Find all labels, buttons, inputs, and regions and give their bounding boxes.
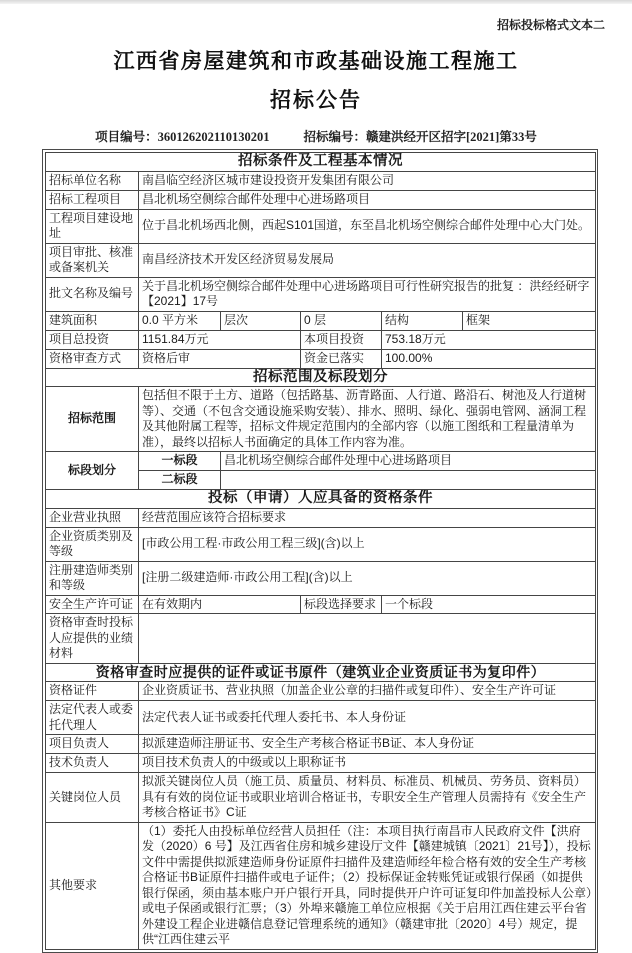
cell-label: 资格审查方式 xyxy=(46,349,139,368)
cell-label: 招标范围 xyxy=(46,387,139,452)
cell-value xyxy=(139,614,596,664)
cell-value: 南昌临空经济区城市建设投资开发集团有限公司 xyxy=(139,171,596,190)
cell-label: 法定代表人或委托代理人 xyxy=(46,701,139,735)
cell-value: 位于昌北机场西北侧，西起S101国道，东至昌北机场空侧综合邮件处理中心大门处。 xyxy=(139,209,596,243)
cell-label: 注册建造师类别和等级 xyxy=(46,561,139,595)
doc-title-line2: 招标公告 xyxy=(270,89,362,112)
row-legal-representative xyxy=(46,701,596,735)
tender-number-value: 赣建洪经开区招字[2021]第33号 xyxy=(366,130,537,144)
cell-label: 技术负责人 xyxy=(46,754,139,773)
cell-value: 企业资质证书、营业执照（加盖企业公章的扫描件或复印件）、安全生产许可证 xyxy=(139,682,596,701)
cell-value: [市政公用工程·市政公用工程三级](含)以上 xyxy=(139,527,596,561)
cell-value: 昌北机场空侧综合邮件处理中心进场路项目 xyxy=(139,190,596,209)
cell-label: 标段划分 xyxy=(46,452,139,490)
tender-table-wrapper xyxy=(42,149,598,953)
cell-label: 项目负责人 xyxy=(46,735,139,754)
cell-label: 层次 xyxy=(221,311,301,330)
cell-label: 工程项目建设地址 xyxy=(46,209,139,243)
section-header-1 xyxy=(46,153,596,172)
row-approval-doc xyxy=(46,277,596,311)
row-enterprise-qualification xyxy=(46,527,596,561)
row-building-area xyxy=(46,311,596,330)
section-header-4 xyxy=(46,663,596,682)
cell-value: 拟派建造师注册证书、安全生产考核合格证书B证、本人身份证 xyxy=(139,735,596,754)
section-title: 投标（申请）人应具备的资格条件 xyxy=(46,490,596,509)
cell-label: 资金已落实 xyxy=(301,349,382,368)
cell-value: 资格后审 xyxy=(139,349,301,368)
cell-sublabel: 一标段 xyxy=(139,452,221,471)
row-qualification-review xyxy=(46,349,596,368)
cell-value: 753.18万元 xyxy=(382,330,596,349)
document-numbers-line xyxy=(0,127,632,145)
cell-value: 框架 xyxy=(463,311,596,330)
row-tender-project xyxy=(46,190,596,209)
doc-title-line1: 江西省房屋建筑和市政基础设施工程施工 xyxy=(113,50,519,73)
cell-value: 包括但不限于土方、道路（包括路基、沥青路面、人行道、路沿石、树池及人行道树等）、交通（不包含交通设施采购安装）、排水、照明、绿化、强弱电管网、涵洞工程及其他附属工程等，招标文件规定范围内的全部内容（以施工图纸和工程量清单为准），最终以招标人书面确定的具体工作内容为准。 xyxy=(139,387,596,452)
cell-value: 拟派关键岗位人员（施工员、质量员、材料员、标准员、机械员、劳务员、资料员）具有有效的岗位证书或职业培训合格证书，专职安全生产管理人员需持有《安全生产考核合格证书》C证 xyxy=(139,773,596,823)
cell-label: 批文名称及编号 xyxy=(46,277,139,311)
cell-value: 一个标段 xyxy=(382,595,596,614)
row-bid-section-1 xyxy=(46,452,596,471)
cell-label: 其他要求 xyxy=(46,822,139,949)
tender-number-label: 招标编号： xyxy=(303,130,366,144)
section-title: 招标条件及工程基本情况 xyxy=(46,153,596,172)
cell-value: 法定代表人证书或委托代理人委托书、本人身份证 xyxy=(139,701,596,735)
cell-sublabel: 二标段 xyxy=(139,471,221,490)
cell-value: 南昌经济技术开发区经济贸易发展局 xyxy=(139,243,596,277)
cell-value: [注册二级建造师·市政公用工程](含)以上 xyxy=(139,561,596,595)
row-approval-org xyxy=(46,243,596,277)
row-technical-director xyxy=(46,754,596,773)
cell-label: 安全生产许可证 xyxy=(46,595,139,614)
cell-value: 1151.84万元 xyxy=(139,330,301,349)
project-number-label: 项目编号： xyxy=(95,130,158,144)
section-header-3 xyxy=(46,490,596,509)
cell-label: 本项目投资 xyxy=(301,330,382,349)
row-total-investment xyxy=(46,330,596,349)
cell-label: 项目审批、核准或备案机关 xyxy=(46,243,139,277)
section-title: 资格审查时应提供的证件或证书原件（建筑业企业资质证书为复印件） xyxy=(46,663,596,682)
cell-value: 0 层 xyxy=(301,311,382,330)
cell-label: 项目总投资 xyxy=(46,330,139,349)
cell-label: 建筑面积 xyxy=(46,311,139,330)
cell-label: 标段选择要求 xyxy=(301,595,382,614)
row-business-license xyxy=(46,508,596,527)
cell-value: 100.00% xyxy=(382,349,596,368)
tender-table xyxy=(45,152,596,950)
cell-label: 企业资质类别及等级 xyxy=(46,527,139,561)
row-project-address xyxy=(46,209,596,243)
row-qualification-certificates xyxy=(46,682,596,701)
cell-label: 结构 xyxy=(382,311,463,330)
cell-value: 昌北机场空侧综合邮件处理中心进场路项目 xyxy=(221,452,596,471)
cell-label: 企业营业执照 xyxy=(46,508,139,527)
section-header-2 xyxy=(46,368,596,387)
row-safety-license xyxy=(46,595,596,614)
row-tender-unit xyxy=(46,171,596,190)
cell-value xyxy=(221,471,596,490)
cell-value: 在有效期内 xyxy=(139,595,301,614)
cell-value: 关于昌北机场空侧综合邮件处理中心进场路项目可行性研究报告的批复 ：洪经经研字【2021】17号 xyxy=(139,277,596,311)
cell-label: 招标单位名称 xyxy=(46,171,139,190)
row-key-positions xyxy=(46,773,596,823)
cell-label: 招标工程项目 xyxy=(46,190,139,209)
cell-label: 关键岗位人员 xyxy=(46,773,139,823)
corner-note: 招标投标格式文本二 xyxy=(496,18,605,32)
row-registered-builder xyxy=(46,561,596,595)
row-other-requirements xyxy=(46,822,596,949)
cell-label: 资格审查时投标人应提供的业绩材料 xyxy=(46,614,139,664)
cell-value: 经营范围应该符合招标要求 xyxy=(139,508,596,527)
cell-value: 0.0 平方米 xyxy=(139,311,221,330)
row-performance-materials xyxy=(46,614,596,664)
cell-label: 资格证件 xyxy=(46,682,139,701)
section-title: 招标范围及标段划分 xyxy=(46,368,596,387)
cell-value: （1）委托人由投标单位经营人员担任（注：本项目执行南昌市人民政府文件【洪府发（2020）6 号】及江西省住房和城乡建设厅文件【赣建城镇〔2021〕21号】），投标文件中需提供拟派建造师身份证原件扫描件及建造师经年检合格有效的安全生产考核合格证书B证原件扫描件或电子证件；（2）投标保证金转账凭证或银行保函（如提供银行保函，须由基本账户开户银行开具，同时提供开户许可证复印件加盖投标人公章）或电子保函或银行汇票；（3）外埠来赣施工单位应根据《关于启用江西住建云平台省外建设工程企业进赣信息登记管理系统的通知》（赣建审批〔2020〕4号）规定，提供“江西住建云平 xyxy=(139,822,596,949)
cell-value: 项目技术负责人的中级或以上职称证书 xyxy=(139,754,596,773)
row-project-manager xyxy=(46,735,596,754)
project-number-value: 360126202110130201 xyxy=(157,130,270,144)
row-tender-scope xyxy=(46,387,596,452)
